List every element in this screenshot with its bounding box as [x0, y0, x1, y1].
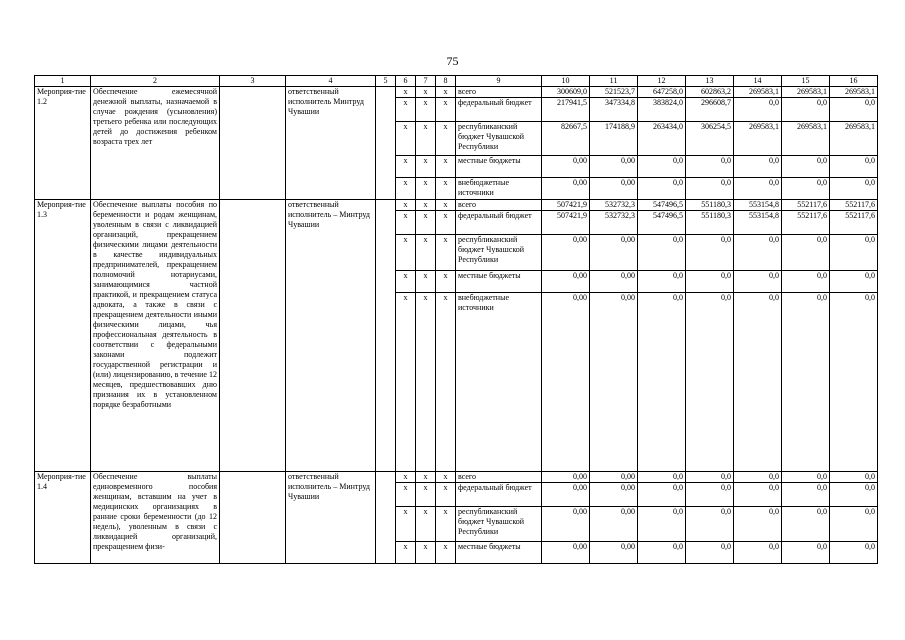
- funding-source: местные бюджеты: [456, 156, 542, 178]
- value-cell: 269583,1: [830, 87, 878, 98]
- value-cell: 269583,1: [782, 122, 830, 156]
- value-cell: 552117,6: [782, 200, 830, 211]
- value-cell: 306254,5: [686, 122, 734, 156]
- value-cell: 0,0: [686, 293, 734, 472]
- value-cell: 602863,2: [686, 87, 734, 98]
- value-cell: 0,0: [734, 483, 782, 507]
- code-cell: х: [416, 178, 436, 200]
- value-cell: 0,0: [686, 156, 734, 178]
- code-cell: х: [396, 507, 416, 542]
- column-header: 12: [638, 76, 686, 87]
- value-cell: 532732,3: [590, 211, 638, 235]
- value-cell: 552117,6: [830, 200, 878, 211]
- value-cell: 0,00: [590, 542, 638, 564]
- measure-id: Мероприя-тие 1.2: [35, 87, 91, 200]
- value-cell: 0,0: [782, 156, 830, 178]
- column-header: 5: [376, 76, 396, 87]
- value-cell: 0,00: [542, 235, 590, 271]
- value-cell: 0,0: [830, 98, 878, 122]
- empty-cell: [220, 472, 286, 564]
- value-cell: 0,0: [830, 293, 878, 472]
- responsible-executor: ответственный исполнитель – Минтруд Чувашии: [286, 200, 376, 472]
- value-cell: 0,0: [830, 472, 878, 483]
- column-header: 2: [91, 76, 220, 87]
- value-cell: 0,0: [686, 507, 734, 542]
- value-cell: 553154,8: [734, 200, 782, 211]
- code-cell: х: [396, 122, 416, 156]
- value-cell: 507421,9: [542, 211, 590, 235]
- value-cell: 0,0: [686, 542, 734, 564]
- column-header: 16: [830, 76, 878, 87]
- value-cell: 0,0: [830, 156, 878, 178]
- value-cell: 0,0: [734, 472, 782, 483]
- code-cell: х: [396, 472, 416, 483]
- value-cell: 0,00: [590, 235, 638, 271]
- code-cell: х: [436, 178, 456, 200]
- code-cell: х: [416, 200, 436, 211]
- code-cell: х: [416, 507, 436, 542]
- empty-cell: [376, 200, 396, 472]
- value-cell: 269583,1: [734, 122, 782, 156]
- funding-source: республиканский бюджет Чувашской Республики: [456, 122, 542, 156]
- value-cell: 0,00: [542, 178, 590, 200]
- code-cell: х: [436, 271, 456, 293]
- value-cell: 521523,7: [590, 87, 638, 98]
- code-cell: х: [396, 211, 416, 235]
- column-header: 6: [396, 76, 416, 87]
- value-cell: 383824,0: [638, 98, 686, 122]
- value-cell: 0,0: [734, 542, 782, 564]
- value-cell: 0,00: [542, 472, 590, 483]
- column-header: 3: [220, 76, 286, 87]
- value-cell: 0,0: [782, 507, 830, 542]
- code-cell: х: [416, 211, 436, 235]
- value-cell: 0,0: [638, 507, 686, 542]
- code-cell: х: [416, 483, 436, 507]
- value-cell: 0,0: [686, 235, 734, 271]
- responsible-executor: ответственный исполнитель Минтруд Чувашии: [286, 87, 376, 200]
- budget-table: [34, 75, 878, 564]
- code-cell: х: [416, 472, 436, 483]
- column-header: 4: [286, 76, 376, 87]
- code-cell: х: [416, 542, 436, 564]
- column-number-row: [35, 76, 878, 87]
- code-cell: х: [396, 156, 416, 178]
- code-cell: х: [416, 293, 436, 472]
- code-cell: х: [396, 235, 416, 271]
- value-cell: 347334,8: [590, 98, 638, 122]
- funding-source: федеральный бюджет: [456, 211, 542, 235]
- value-cell: 217941,5: [542, 98, 590, 122]
- value-cell: 551180,3: [686, 211, 734, 235]
- code-cell: х: [396, 178, 416, 200]
- value-cell: 0,0: [782, 235, 830, 271]
- value-cell: 0,00: [542, 542, 590, 564]
- value-cell: 0,0: [830, 507, 878, 542]
- value-cell: 0,0: [830, 178, 878, 200]
- value-cell: 0,0: [686, 271, 734, 293]
- value-cell: 647258,0: [638, 87, 686, 98]
- code-cell: х: [416, 271, 436, 293]
- value-cell: 0,0: [638, 293, 686, 472]
- code-cell: х: [436, 87, 456, 98]
- funding-source: местные бюджеты: [456, 542, 542, 564]
- code-cell: х: [396, 200, 416, 211]
- code-cell: х: [396, 542, 416, 564]
- value-cell: 507421,9: [542, 200, 590, 211]
- value-cell: 553154,8: [734, 211, 782, 235]
- column-header: 1: [35, 76, 91, 87]
- code-cell: х: [416, 87, 436, 98]
- value-cell: 0,0: [782, 483, 830, 507]
- empty-cell: [220, 200, 286, 472]
- value-cell: 0,0: [686, 483, 734, 507]
- funding-source: внебюджетные источники: [456, 178, 542, 200]
- value-cell: 0,0: [734, 507, 782, 542]
- code-cell: х: [436, 98, 456, 122]
- value-cell: 551180,3: [686, 200, 734, 211]
- value-cell: 82667,5: [542, 122, 590, 156]
- table-row: [35, 87, 878, 98]
- value-cell: 0,0: [734, 293, 782, 472]
- value-cell: 0,00: [542, 483, 590, 507]
- table-row: [35, 200, 878, 211]
- value-cell: 0,0: [830, 235, 878, 271]
- value-cell: 0,0: [734, 235, 782, 271]
- measure-id: Мероприя-тие 1.3: [35, 200, 91, 472]
- value-cell: 0,0: [734, 271, 782, 293]
- code-cell: х: [396, 483, 416, 507]
- code-cell: х: [436, 211, 456, 235]
- value-cell: 0,00: [542, 156, 590, 178]
- code-cell: х: [396, 87, 416, 98]
- value-cell: 0,0: [638, 156, 686, 178]
- measure-id: Мероприя-тие 1.4: [35, 472, 91, 564]
- column-header: 8: [436, 76, 456, 87]
- value-cell: 0,0: [830, 542, 878, 564]
- funding-source: всего: [456, 87, 542, 98]
- value-cell: 547496,5: [638, 200, 686, 211]
- responsible-executor: ответственный исполнитель – Минтруд Чувашии: [286, 472, 376, 564]
- value-cell: 0,0: [830, 271, 878, 293]
- measure-description: Обеспечение выплаты пособия по беременности и родам женщинам, уволенным в связи с ликвидацией организаций, прекращением физическими лицами деятельности в качестве индивидуальных предпринимателей, прекращением полномочий нотариусами, занимающимися частной практикой, и прекращением статуса адвоката, а также в связи с прекращением деятельности иными физическими лицами, чья профессиональная деятельность в соответствии с федеральными законами подлежит государственной регистрации и (или) лицензированию, в течение 12 месяцев, предшествовавших дню признания их в установленном порядке безработными: [91, 200, 220, 472]
- code-cell: х: [436, 542, 456, 564]
- code-cell: х: [396, 98, 416, 122]
- value-cell: 0,0: [734, 156, 782, 178]
- value-cell: 0,0: [734, 178, 782, 200]
- measure-description: Обеспечение выплаты единовременного пособия женщинам, вставшим на учет в медицинских организациях в ранние сроки беременности (до 12 недель), уволенным в связи с ликвидацией организаций, прекращением физи-: [91, 472, 220, 564]
- value-cell: 0,0: [782, 98, 830, 122]
- code-cell: х: [416, 156, 436, 178]
- code-cell: х: [436, 235, 456, 271]
- measure-description: Обеспечение ежемесячной денежной выплаты, назначаемой в случае рождения (усыновления) третьего ребенка или последующих детей до достижения ребенком возраста трех лет: [91, 87, 220, 200]
- value-cell: 0,00: [590, 483, 638, 507]
- value-cell: 300609,0: [542, 87, 590, 98]
- code-cell: х: [436, 200, 456, 211]
- table-row: [35, 472, 878, 483]
- value-cell: 0,00: [590, 178, 638, 200]
- funding-source: всего: [456, 200, 542, 211]
- value-cell: 0,0: [782, 472, 830, 483]
- funding-source: федеральный бюджет: [456, 98, 542, 122]
- value-cell: 0,0: [638, 483, 686, 507]
- value-cell: 269583,1: [782, 87, 830, 98]
- funding-source: всего: [456, 472, 542, 483]
- value-cell: 0,0: [686, 472, 734, 483]
- value-cell: 0,0: [638, 271, 686, 293]
- value-cell: 0,0: [734, 98, 782, 122]
- code-cell: х: [436, 293, 456, 472]
- code-cell: х: [436, 156, 456, 178]
- code-cell: х: [416, 98, 436, 122]
- code-cell: х: [416, 235, 436, 271]
- value-cell: 269583,1: [830, 122, 878, 156]
- column-header: 9: [456, 76, 542, 87]
- value-cell: 263434,0: [638, 122, 686, 156]
- funding-source: местные бюджеты: [456, 271, 542, 293]
- funding-source: республиканский бюджет Чувашской Республики: [456, 507, 542, 542]
- value-cell: 532732,3: [590, 200, 638, 211]
- value-cell: 174188,9: [590, 122, 638, 156]
- empty-cell: [376, 87, 396, 200]
- code-cell: х: [436, 472, 456, 483]
- value-cell: 547496,5: [638, 211, 686, 235]
- page-number: 75: [446, 54, 459, 68]
- column-header: 7: [416, 76, 436, 87]
- funding-source: республиканский бюджет Чувашской Республики: [456, 235, 542, 271]
- code-cell: х: [436, 122, 456, 156]
- value-cell: 0,0: [686, 178, 734, 200]
- funding-source: федеральный бюджет: [456, 483, 542, 507]
- value-cell: 0,00: [590, 156, 638, 178]
- code-cell: х: [436, 483, 456, 507]
- value-cell: 0,00: [590, 507, 638, 542]
- value-cell: 0,0: [638, 542, 686, 564]
- value-cell: 296608,7: [686, 98, 734, 122]
- value-cell: 552117,6: [782, 211, 830, 235]
- value-cell: 0,00: [542, 293, 590, 472]
- column-header: 10: [542, 76, 590, 87]
- value-cell: 0,0: [782, 542, 830, 564]
- value-cell: 0,0: [782, 178, 830, 200]
- value-cell: 0,0: [830, 483, 878, 507]
- column-header: 14: [734, 76, 782, 87]
- code-cell: х: [396, 293, 416, 472]
- value-cell: 0,00: [590, 293, 638, 472]
- value-cell: 0,0: [782, 293, 830, 472]
- value-cell: 0,00: [542, 271, 590, 293]
- value-cell: 0,00: [590, 472, 638, 483]
- value-cell: 0,00: [542, 507, 590, 542]
- code-cell: х: [436, 507, 456, 542]
- column-header: 15: [782, 76, 830, 87]
- value-cell: 269583,1: [734, 87, 782, 98]
- value-cell: 552117,6: [830, 211, 878, 235]
- empty-cell: [220, 87, 286, 200]
- value-cell: 0,0: [638, 472, 686, 483]
- value-cell: 0,0: [638, 178, 686, 200]
- value-cell: 0,00: [590, 271, 638, 293]
- value-cell: 0,0: [782, 271, 830, 293]
- column-header: 13: [686, 76, 734, 87]
- code-cell: х: [416, 122, 436, 156]
- empty-cell: [376, 472, 396, 564]
- value-cell: 0,0: [638, 235, 686, 271]
- funding-source: внебюджетные источники: [456, 293, 542, 472]
- code-cell: х: [396, 271, 416, 293]
- column-header: 11: [590, 76, 638, 87]
